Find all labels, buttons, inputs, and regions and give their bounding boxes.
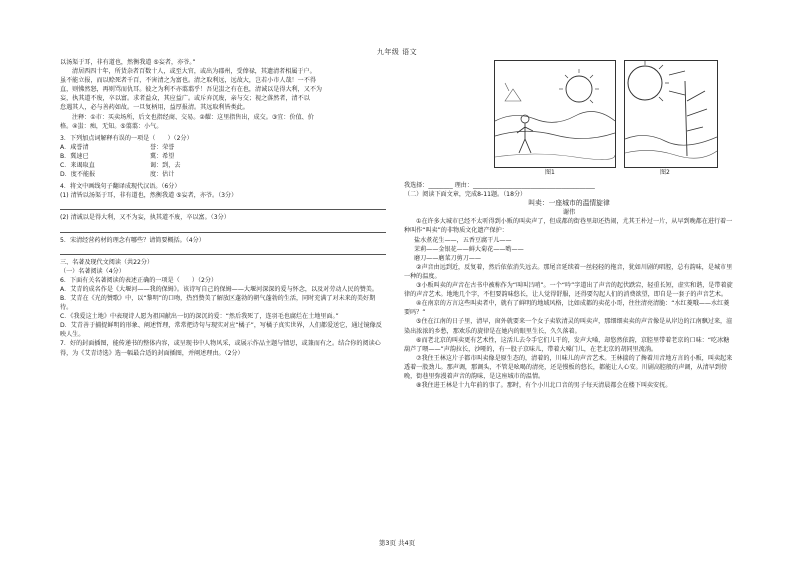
question-4: 4．将文中画线句子翻译成现代汉语。（6分）	[60, 183, 181, 191]
answer-line[interactable]	[60, 202, 386, 210]
article-paragraph: ⑦我住王林这片子都市叫卖像是原生态的，清着的，川味儿的声音艺术。王林揣的了搀着川音地方言的小贩，叫卖起来透着一股劲儿。那声调，那调头，不管是吆喝的清亮，还是慢板的悠长，都能让人心安。川剧高腔般的声调，从清早到傍晚，街巷里弥漫着声音的韵味，是这座城市的温情。	[404, 354, 733, 380]
option-b: B．艾青在《光的赞歌》中，以“黎明”的口吻，热烈赞美了解放区蓬勃的朝气蓬勃的生活，同时充满了对未来的美好期待。	[60, 294, 376, 312]
left-column	[60, 58, 386, 358]
right-column	[404, 58, 734, 390]
figure-2-caption: 图2	[660, 169, 670, 176]
subsection-title: （二）阅读下面文章，完成8-11题。（18分）	[404, 191, 527, 199]
option-a: A．咸誉清 誉：荣誉	[60, 143, 175, 151]
article-paragraph: ⑤住在江南的日子里，清早，窗外就要来一个女子卖软清灵的叫卖声，那细细卖卖的声音像是从岸边的江南飘过来，渲染出浓浓的乡愁，那欢乐的旋律是在她内的眼里生长，久久落着。	[404, 318, 733, 335]
question-5: 5．宋清经营药材的理念有哪些？请简要概括。（4分）	[60, 236, 205, 244]
chant-line: 盐水煮花生——，五香豆腐干儿——	[414, 236, 512, 244]
passage-line: 以汤渠于耳，非有道也，然衡我道 ⑤妄者，亦爷。”	[60, 59, 196, 66]
article-paragraph: ⑥而老北京的叫卖更有艺术性，这活儿去今手它们儿干的，发声大嗓，却悠然依韵，京腔里带着老京的口味：“吃冰糖葫芦了喂——”声韵拉长，沙哑的，有一股子京味儿，带着大嗓门儿，在老北京的胡同里流淌。	[404, 336, 730, 353]
question-6: 6．下面有关名著阅读的表述正确的一项是（ ）（2分）	[60, 276, 218, 284]
answer-line[interactable]	[60, 247, 386, 255]
article-author: 谢伟	[562, 209, 576, 217]
question-7: 7．好的封面插图，能传递书的整体内容，或呈现书中人物风采，或展示作品主题与情思，或兼而有之。结合你的阅读心得，为《艾青诗选》选一幅最合适的封面插图，并阐述理由。（2分）	[60, 340, 381, 357]
answer-line[interactable]	[60, 225, 386, 233]
option-c: C．《我爱这土地》中表现诗人愿为祖国献出一切的深沉的爱：“然后我死了，连羽毛也腐烂在土地里面。”	[60, 313, 339, 321]
chant-line: 磨刀——磨菜刀剪刀——	[414, 254, 482, 262]
option-d: D．度不能报 度：估计	[60, 171, 175, 179]
option-c: C．来谒取直 谒：到，去	[60, 162, 181, 170]
question-4-2: (2) 清诚以是得大利，又不为妄，执其道不废，卒以富。（3分）	[60, 214, 230, 222]
page-header: 九年级 语文	[376, 48, 418, 56]
passage-line: 怠遇其人，必与善药如故。一旦复柄用，益厚报清。其远取利皆类此。	[60, 104, 249, 112]
article-paragraph: ②声音由远到近，反复着，然后依依消失远去。那尾音延续着一丝轻轻的拖音，犹如川剧的唱腔，总有韵味，是城市里一种的温度。	[404, 263, 733, 280]
figures	[404, 58, 734, 178]
passage-line: 妄，执其道不废，卒以富。求者益众，其应益广。或斥弃沉废，亲与交；视之落然者，清不以	[60, 95, 310, 103]
article-title: 叫卖：一座城市的温情旋律	[528, 199, 610, 208]
figure-1-caption: 图1	[545, 169, 555, 176]
article-paragraph: ⑧我住进王林是十九年前的事了。那时，有个小川北口音的男子每天清晨都会在楼下叫卖安抚。	[416, 382, 672, 390]
option-d: D．艾青善于捕捉鲜明的形象、阐述哲理，常常把诗句与现实对应“橘子”，写橘子真实世界，人们都爱送它，通过镜像反映人生。	[60, 322, 382, 339]
subsection-title: （一）名著阅读（4分）	[60, 267, 125, 275]
figure-2-illustration	[624, 60, 718, 168]
choice-prompt: 我选择：________ 理由：________________________________________	[404, 182, 595, 189]
chant-line: 茉莉——金银花——鲜大菊花——哟——	[414, 245, 524, 253]
option-a: A．艾青的成名作是《大堰河——我的保姆》。该诗写自己的保姆——大堰河深深的爱与怀念，以及对劳动人民的赞美。	[60, 285, 378, 293]
passage-line: 清居西四十年，所货杂者百数十人，或至大官，或出为郡州，受俸禄，其遗清者相属于户。	[72, 68, 316, 76]
question-4-1: (1) 清皆以汤渠于耳，非有道也，然衡我道 ⑤妄者，亦爷。（3分）	[60, 192, 238, 200]
article-paragraph: ④在南京的方言这些叫卖者中，就有了鲜明的地域风格，比如成都的卖花小哥，往往清亮清脆：“水红菱哦——水红菱要吗？”	[404, 300, 730, 317]
passage-line: 直，则怫然怒，再则骂而仇耳。彼之为利不亦翦翦乎！吾见蚩之有在也，清诚以是得大利，又不为	[60, 86, 323, 94]
annotation-line: 格。④蚩：痴，无知。⑤翦翦：小气。	[60, 122, 163, 130]
figure-1-illustration	[494, 60, 616, 168]
option-b: B．冀速已 冀：希望	[60, 152, 175, 160]
annotation-line: 注释：①市：买卖场所，后文也指经商、交易。②耀：这里指售出，成交。③宜：价值、价	[72, 113, 314, 121]
question-3: 3．下列加点词解释有误的一项是（ ）（2分）	[60, 134, 193, 142]
article-paragraph: ③小贩叫卖的声音在古书中被称作为“叫叫吕哨”。一个“吟”字道出了声音的起伏跌宕，轻重长短，虚实和谐，是带着旋律的声音艺术。地地几个字，不但要韵味悠长，让人觉得舒服，还得要勾起人们的消费欲望，即自是一套子的声音艺术。	[404, 282, 733, 299]
section-3-title: 三、名著及现代文阅读（共22分）	[60, 258, 154, 266]
page-footer: 第3页 共4页	[378, 539, 416, 547]
passage-line: 虽不能立报，而以赊死者千百，不害清之为富也。清之取利远，远故大，岂若小市人哉！一不得	[60, 77, 316, 85]
article-paragraph: ①在许多大城市已经不太听得到小贩的叫卖声了，但成都的街巷里却还热闹，尤其王朴过一片，从早到晚都在进行着一种叫作“叫卖”的非物质文化遗产保护：	[404, 218, 733, 235]
